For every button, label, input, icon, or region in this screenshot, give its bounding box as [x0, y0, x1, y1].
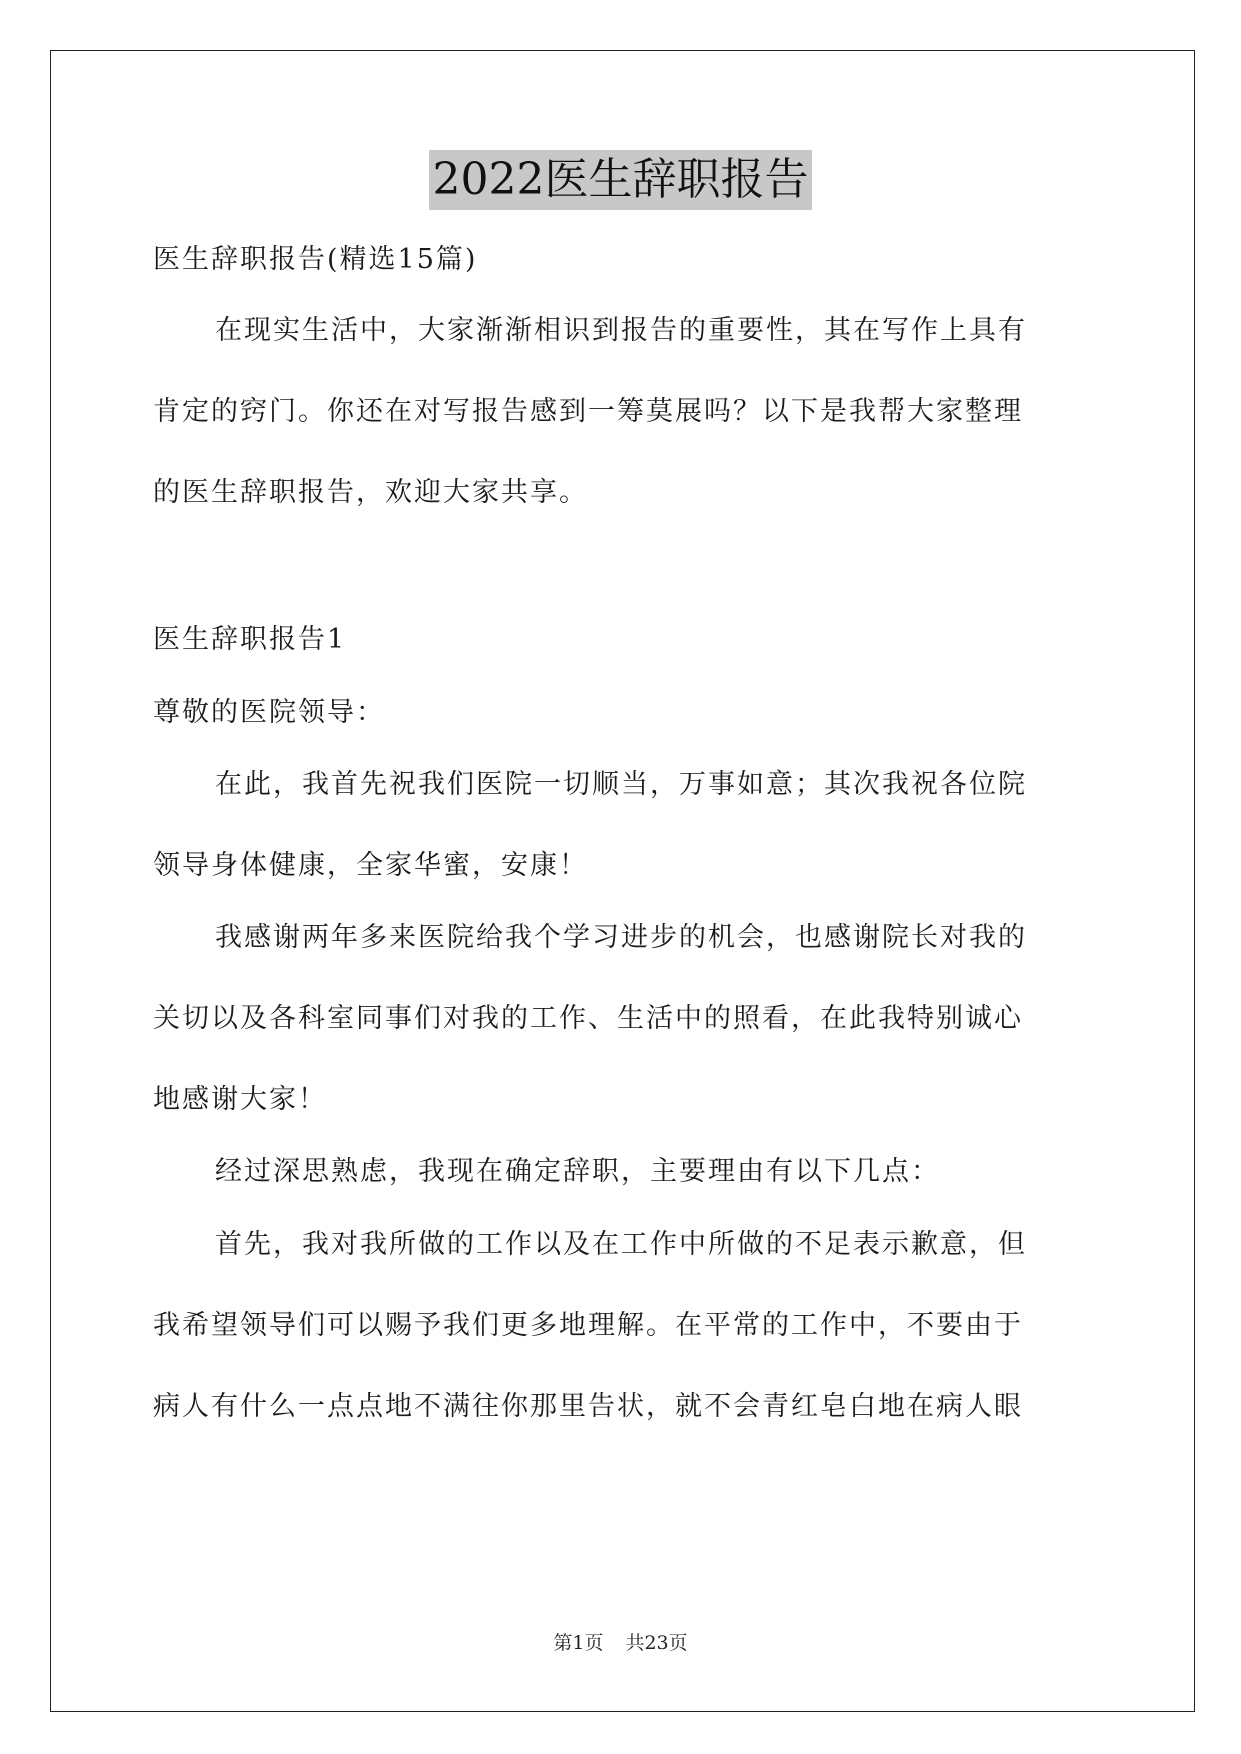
total-pages: 共23页: [625, 1632, 688, 1654]
paragraph-line: 我希望领导们可以赐予我们更多地理解。在平常的工作中，不要由于: [153, 1310, 1023, 1341]
title-container: [0, 150, 1241, 210]
subtitle-line: 医生辞职报告(精选15篇): [153, 244, 478, 275]
paragraph-line: 首先，我对我所做的工作以及在工作中所做的不足表示歉意，但: [215, 1229, 1027, 1260]
paragraph-line: 地感谢大家！: [153, 1084, 327, 1115]
paragraph-line: 关切以及各科室同事们对我的工作、生活中的照看，在此我特别诚心: [153, 1003, 1023, 1034]
page-footer: [0, 1630, 1241, 1656]
document-title: 2022医生辞职报告: [429, 150, 813, 210]
paragraph-line: 我感谢两年多来医院给我个学习进步的机会，也感谢院长对我的: [215, 922, 1027, 953]
paragraph-line: 经过深思熟虑，我现在确定辞职，主要理由有以下几点：: [215, 1156, 940, 1187]
paragraph-line: 的医生辞职报告，欢迎大家共享。: [153, 477, 588, 508]
paragraph-line: 在此，我首先祝我们医院一切顺当，万事如意；其次我祝各位院: [215, 769, 1027, 800]
paragraph-line: 肯定的窍门。你还在对写报告感到一筹莫展吗？以下是我帮大家整理: [153, 396, 1023, 427]
salutation-line: 尊敬的医院领导：: [153, 697, 385, 728]
paragraph-line: 病人有什么一点点地不满往你那里告状，就不会青红皂白地在病人眼: [153, 1391, 1023, 1422]
section-heading: 医生辞职报告1: [153, 624, 347, 655]
paragraph-line: 在现实生活中，大家渐渐相识到报告的重要性，其在写作上具有: [215, 315, 1027, 346]
paragraph-line: 领导身体健康，全家华蜜，安康！: [153, 850, 588, 881]
page-number: 第1页: [553, 1632, 604, 1654]
